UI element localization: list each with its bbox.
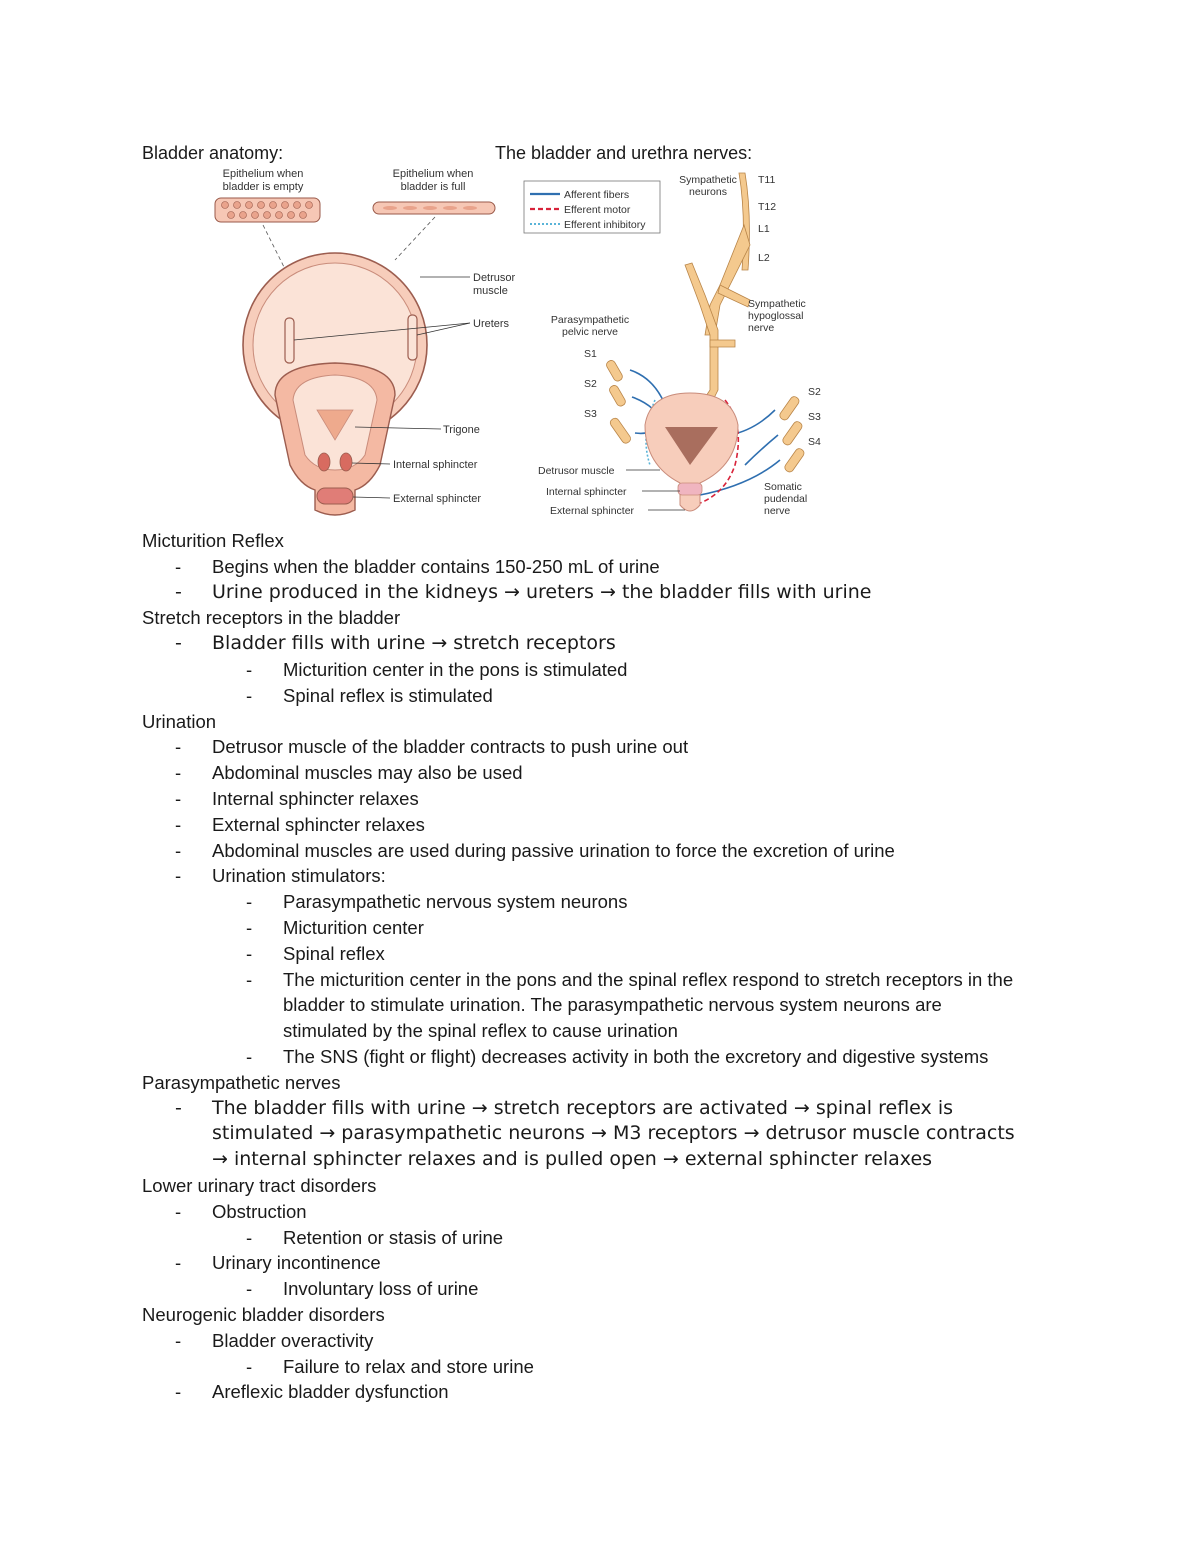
bladder-nerves-heading: The bladder and urethra nerves: (495, 143, 753, 163)
list-item (142, 1328, 1142, 1354)
list-item-text: Detrusor muscle of the bladder contracts to push urine out (212, 736, 689, 758)
list-item-text: → internal sphincter relaxes and is pulled open → external sphincter relaxes (212, 1148, 933, 1171)
list-item-text: Micturition center in the pons is stimulated (283, 658, 628, 680)
list-item-text: Areflexic bladder dysfunction (212, 1381, 449, 1403)
section-heading (142, 1070, 1142, 1096)
detrusor-label: Detrusor (473, 272, 516, 284)
list-item (142, 967, 1142, 1044)
list-item-text: stimulated by the spinal reflex to cause urination (283, 1020, 678, 1042)
sympathetic-nerve-label-2: hypoglossal (748, 310, 804, 322)
parasympathetic-label-2: pelvic nerve (561, 326, 619, 338)
section-heading-text: Parasympathetic nerves (142, 1071, 341, 1093)
list-item-text: Spinal reflex (283, 942, 385, 964)
list-item (142, 812, 1142, 838)
bullet-dash: - (175, 762, 182, 784)
bullet-dash: - (246, 1226, 253, 1248)
list-item (142, 1199, 1142, 1225)
list-item (142, 838, 1142, 864)
bladder-illustration-right (645, 393, 738, 511)
bullet-dash: - (175, 736, 182, 758)
list-item (142, 554, 1142, 580)
bladder-nerves-figure (520, 165, 840, 525)
parasympathetic-label: Parasympathetic (550, 314, 630, 326)
list-item-text: Begins when the bladder contains 150-250 mL of urine (212, 555, 660, 577)
figure-legend (524, 181, 660, 233)
sacral-right-s4: S4 (808, 436, 821, 448)
bladder-anatomy-heading: Bladder anatomy: (142, 143, 284, 163)
spinal-level-l1: L1 (758, 223, 770, 235)
notes-outline (142, 528, 1142, 1405)
sacral-right-s3: S3 (808, 411, 821, 423)
bullet-dash: - (175, 1329, 182, 1351)
list-item-text: Involuntary loss of urine (283, 1278, 479, 1300)
bullet-dash: - (175, 1381, 182, 1403)
epithelium-full-label: Epithelium when (392, 168, 474, 180)
spinal-level-l2: L2 (758, 252, 770, 264)
list-item-text: The bladder fills with urine → stretch receptors are activated → spinal reflex is (212, 1096, 953, 1119)
section-heading-text: Neurogenic bladder disorders (142, 1303, 385, 1325)
list-item-text: The micturition center in the pons and the spinal reflex respond to stretch receptors in the (283, 968, 1014, 990)
spinal-level-t11: T11 (758, 174, 776, 186)
list-item (142, 1044, 1142, 1070)
section-heading-text: Urination (142, 710, 217, 732)
list-item (142, 1225, 1142, 1251)
list-item-text: Bladder overactivity (212, 1329, 374, 1351)
sacral-right-s2: S2 (808, 386, 821, 398)
bullet-dash: - (175, 813, 182, 835)
list-item (142, 734, 1142, 760)
detrusor-right-label: Detrusor muscle (538, 465, 615, 477)
bullet-dash: - (175, 632, 182, 655)
legend-afferent-label: Afferent fibers (564, 189, 630, 201)
list-item-text: stimulated → parasympathetic neurons → M3 receptors → detrusor muscle contracts (212, 1122, 1015, 1145)
list-item (142, 1096, 1142, 1173)
bullet-dash: - (175, 787, 182, 809)
list-item-text: Urination stimulators: (212, 865, 386, 887)
list-item-text: Retention or stasis of urine (283, 1226, 504, 1248)
list-item (142, 941, 1142, 967)
internal-sphincter-label: Internal sphincter (393, 459, 478, 471)
section-heading (142, 1173, 1142, 1199)
bullet-dash: - (246, 1278, 253, 1300)
section-heading (142, 528, 1142, 554)
epithelium-full-cells (373, 202, 495, 214)
epithelium-empty-label-2: bladder is empty (222, 181, 304, 193)
external-sphincter-label: External sphincter (393, 493, 482, 505)
list-item-text: External sphincter relaxes (212, 813, 425, 835)
list-item (142, 1354, 1142, 1380)
section-heading (142, 1302, 1142, 1328)
list-item-text: bladder to stimulate urination. The parasympathetic nervous system neurons are (283, 994, 942, 1016)
list-item-text: Urinary incontinence (212, 1252, 381, 1274)
list-item (142, 657, 1142, 683)
bladder-illustration (243, 253, 427, 515)
internal-sphincter-right-label: Internal sphincter (546, 486, 627, 498)
sympathetic-nerve-label-3: nerve (748, 322, 775, 334)
bladder-anatomy-figure (205, 165, 525, 530)
sacral-left-s3: S3 (584, 408, 597, 420)
bullet-dash: - (175, 580, 182, 603)
list-item (142, 1276, 1142, 1302)
sympathetic-neurons-label: Sympathetic (679, 174, 737, 186)
list-item (142, 580, 1142, 606)
section-heading-text: Lower urinary tract disorders (142, 1174, 377, 1196)
legend-motor-label: Efferent motor (564, 204, 631, 216)
sympathetic-neurons-label-2: neurons (689, 186, 727, 198)
bullet-dash: - (246, 1355, 253, 1377)
bullet-dash: - (246, 968, 253, 990)
list-item (142, 786, 1142, 812)
list-item-text: Abdominal muscles are used during passive urination to force the excretion of urine (212, 839, 895, 861)
list-item-text: Obstruction (212, 1200, 307, 1222)
sacral-left-s1: S1 (584, 348, 597, 360)
bullet-dash: - (246, 916, 253, 938)
list-item-text: The SNS (fight or flight) decreases activity in both the excretory and digestive systems (283, 1045, 989, 1067)
bullet-dash: - (246, 891, 253, 913)
epithelium-empty-cells (215, 198, 320, 222)
list-item (142, 760, 1142, 786)
sympathetic-nerve-label: Sympathetic (748, 298, 806, 310)
spinal-level-t12: T12 (758, 201, 777, 213)
ureters-label: Ureters (473, 318, 510, 330)
detrusor-label-2: muscle (473, 285, 508, 297)
list-item (142, 863, 1142, 889)
section-heading-text: Stretch receptors in the bladder (142, 607, 401, 629)
legend-inhibitory-label: Efferent inhibitory (564, 219, 646, 231)
list-item (142, 1379, 1142, 1405)
somatic-label: Somatic (764, 481, 802, 493)
section-heading-text: Micturition Reflex (142, 530, 284, 551)
bullet-dash: - (175, 865, 182, 887)
list-item-text: Bladder fills with urine → stretch receptors (212, 632, 616, 655)
list-item (142, 915, 1142, 941)
section-heading (142, 709, 1142, 735)
list-item (142, 1250, 1142, 1276)
somatic-label-3: nerve (764, 505, 791, 517)
list-item (142, 631, 1142, 657)
list-item-text: Spinal reflex is stimulated (283, 684, 493, 706)
bullet-dash: - (175, 1096, 182, 1119)
list-item-text: Failure to relax and store urine (283, 1355, 534, 1377)
list-item-text: Micturition center (283, 916, 424, 938)
list-item (142, 889, 1142, 915)
bullet-dash: - (175, 1200, 182, 1222)
epithelium-full-label-2: bladder is full (400, 181, 466, 193)
list-item-text: Abdominal muscles may also be used (212, 762, 523, 784)
list-item-text: Internal sphincter relaxes (212, 787, 419, 809)
list-item-text: Urine produced in the kidneys → ureters → the bladder fills with urine (212, 580, 872, 603)
bullet-dash: - (246, 658, 253, 680)
bullet-dash: - (246, 1045, 253, 1067)
external-sphincter-right-label: External sphincter (550, 505, 635, 517)
somatic-label-2: pudendal (764, 493, 808, 505)
bullet-dash: - (246, 942, 253, 964)
bullet-dash: - (175, 839, 182, 861)
list-item-text: Parasympathetic nervous system neurons (283, 891, 628, 913)
epithelium-empty-label: Epithelium when (222, 168, 304, 180)
bullet-dash: - (175, 555, 182, 577)
sacral-left-s2: S2 (584, 378, 597, 390)
trigone-label: Trigone (443, 424, 480, 436)
bullet-dash: - (246, 684, 253, 706)
bullet-dash: - (175, 1252, 182, 1274)
section-heading (142, 605, 1142, 631)
list-item (142, 683, 1142, 709)
